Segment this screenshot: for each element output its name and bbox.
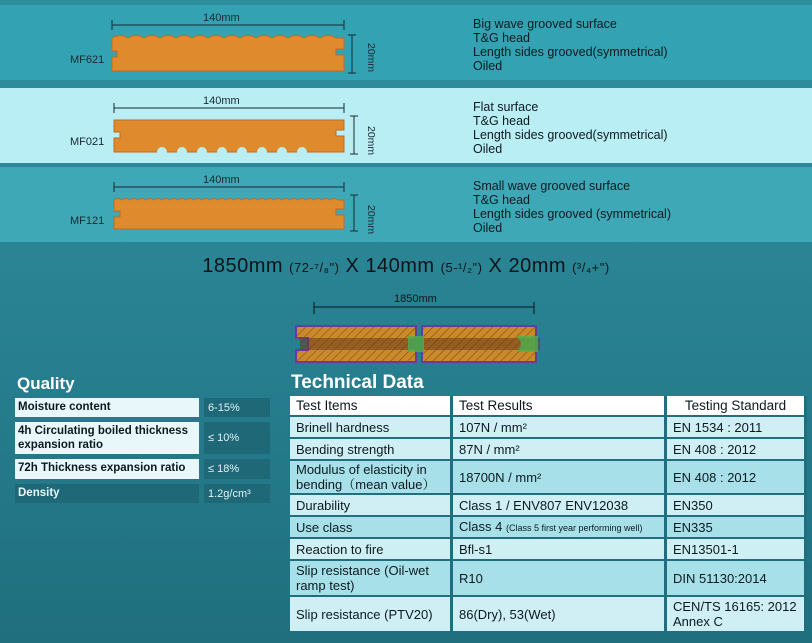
- table-row: [290, 561, 807, 597]
- dim-thickness: 20mm: [508, 255, 567, 277]
- cell-result-note: (Class 5 first year performing well): [505, 522, 643, 533]
- dim-width-inch: (5-¹/₂"): [440, 260, 483, 275]
- dim-separator: X: [488, 255, 503, 277]
- dim-length-inch: (72-⁷/₈"): [289, 260, 340, 275]
- profile-desc-line: Oiled: [473, 221, 503, 235]
- tongue-groove-joint-drawing: [290, 300, 550, 370]
- quality-row: [15, 398, 271, 417]
- header-test-results: Test Results: [453, 396, 667, 417]
- profile-desc-line: Oiled: [473, 59, 503, 73]
- profile-width-label: 140mm: [203, 12, 240, 24]
- quality-label: 4h Circulating boiled thickness expansion ratio: [15, 422, 199, 454]
- table-row: [290, 495, 807, 517]
- cell-standard: EN350: [667, 495, 807, 517]
- profile-thickness-label: 20mm: [365, 43, 377, 73]
- profile-desc-line: Oiled: [473, 142, 503, 156]
- profile-description: [473, 100, 668, 156]
- quality-value: ≤ 18%: [204, 459, 270, 479]
- cell-item: Slip resistance (PTV20): [290, 597, 453, 633]
- cell-result: 107N / mm²: [453, 417, 667, 439]
- cell-item: Brinell hardness: [290, 417, 453, 439]
- profile-thickness-label: 20mm: [365, 205, 377, 235]
- cell-result: 87N / mm²: [453, 439, 667, 461]
- table-row: [290, 417, 807, 439]
- quality-label: Moisture content: [15, 398, 199, 417]
- cell-standard: DIN 51130:2014: [667, 561, 807, 597]
- quality-label: Density: [15, 484, 199, 503]
- quality-row: [15, 484, 271, 503]
- profile-band-mf621: [0, 5, 812, 80]
- cell-item: Slip resistance (Oil-wet ramp test): [290, 561, 453, 597]
- header-test-items: Test Items: [290, 396, 453, 417]
- cell-standard: EN 408 : 2012: [667, 439, 807, 461]
- header-testing-standard: Testing Standard: [667, 396, 807, 417]
- board-dimensions: [0, 255, 812, 278]
- technical-data-title: Technical Data: [291, 372, 424, 393]
- profile-desc-line: Big wave grooved surface: [473, 17, 617, 31]
- cell-item: Durability: [290, 495, 453, 517]
- profile-band-mf021: [0, 88, 812, 163]
- profile-desc-line: T&G head: [473, 114, 530, 128]
- cell-standard: CEN/TS 16165: 2012 Annex C: [667, 597, 807, 633]
- profile-wave-grooved-drawing: [100, 9, 370, 79]
- cell-item: Use class: [290, 517, 453, 539]
- profile-desc-line: T&G head: [473, 31, 530, 45]
- profile-desc-line: Length sides grooved(symmetrical): [473, 128, 668, 142]
- cell-standard: EN 408 : 2012: [667, 461, 807, 495]
- quality-value: 6-15%: [204, 398, 270, 417]
- profile-flat-drawing: [100, 92, 370, 162]
- cell-standard: EN335: [667, 517, 807, 539]
- profile-width-label: 140mm: [203, 95, 240, 107]
- table-row: [290, 597, 807, 633]
- profile-code: MF621: [70, 54, 105, 66]
- dim-width: 140mm: [365, 255, 435, 277]
- cell-result: [453, 517, 667, 539]
- profile-desc-line: Length sides grooved(symmetrical): [473, 45, 668, 59]
- dim-length: 1850mm: [202, 255, 284, 277]
- cell-result: 86(Dry), 53(Wet): [453, 597, 667, 633]
- joint-length-label: 1850mm: [394, 293, 437, 305]
- profile-desc-line: Small wave grooved surface: [473, 179, 631, 193]
- cell-result: 18700N / mm²: [453, 461, 667, 495]
- cell-standard: EN13501-1: [667, 539, 807, 561]
- dim-separator: X: [345, 255, 360, 277]
- cell-result-main: Class 4: [459, 518, 503, 534]
- quality-value: ≤ 10%: [204, 422, 270, 454]
- profile-desc-line: T&G head: [473, 193, 530, 207]
- table-row: [290, 539, 807, 561]
- profile-band-mf121: [0, 167, 812, 242]
- cell-standard: EN 1534 : 2011: [667, 417, 807, 439]
- profile-description: [473, 17, 668, 73]
- table-header-row: [290, 396, 807, 417]
- profile-description: [473, 179, 671, 235]
- technical-data-table: [290, 396, 807, 633]
- profile-desc-line: Flat surface: [473, 100, 539, 114]
- quality-row: [15, 422, 271, 454]
- cell-item: Bending strength: [290, 439, 453, 461]
- table-row: [290, 461, 807, 495]
- profile-code: MF121: [70, 215, 105, 227]
- profile-width-label: 140mm: [203, 174, 240, 186]
- profile-desc-line: Length sides grooved (symmetrical): [473, 207, 671, 221]
- quality-label: 72h Thickness expansion ratio: [15, 459, 199, 479]
- profile-thickness-label: 20mm: [365, 126, 377, 156]
- cell-item: Reaction to fire: [290, 539, 453, 561]
- quality-row: [15, 459, 271, 479]
- table-row: [290, 439, 807, 461]
- table-row: [290, 517, 807, 539]
- quality-title: Quality: [17, 374, 75, 393]
- quality-value: 1.2g/cm³: [204, 484, 270, 503]
- dim-thickness-inch: (³/₄+"): [572, 260, 610, 275]
- cell-result: Bfl-s1: [453, 539, 667, 561]
- profile-small-wave-drawing: [100, 171, 370, 241]
- cell-item: Modulus of elasticity in bending（mean value）: [290, 461, 453, 495]
- cell-result: R10: [453, 561, 667, 597]
- profile-code: MF021: [70, 136, 105, 148]
- cell-result: Class 1 / ENV807 ENV12038: [453, 495, 667, 517]
